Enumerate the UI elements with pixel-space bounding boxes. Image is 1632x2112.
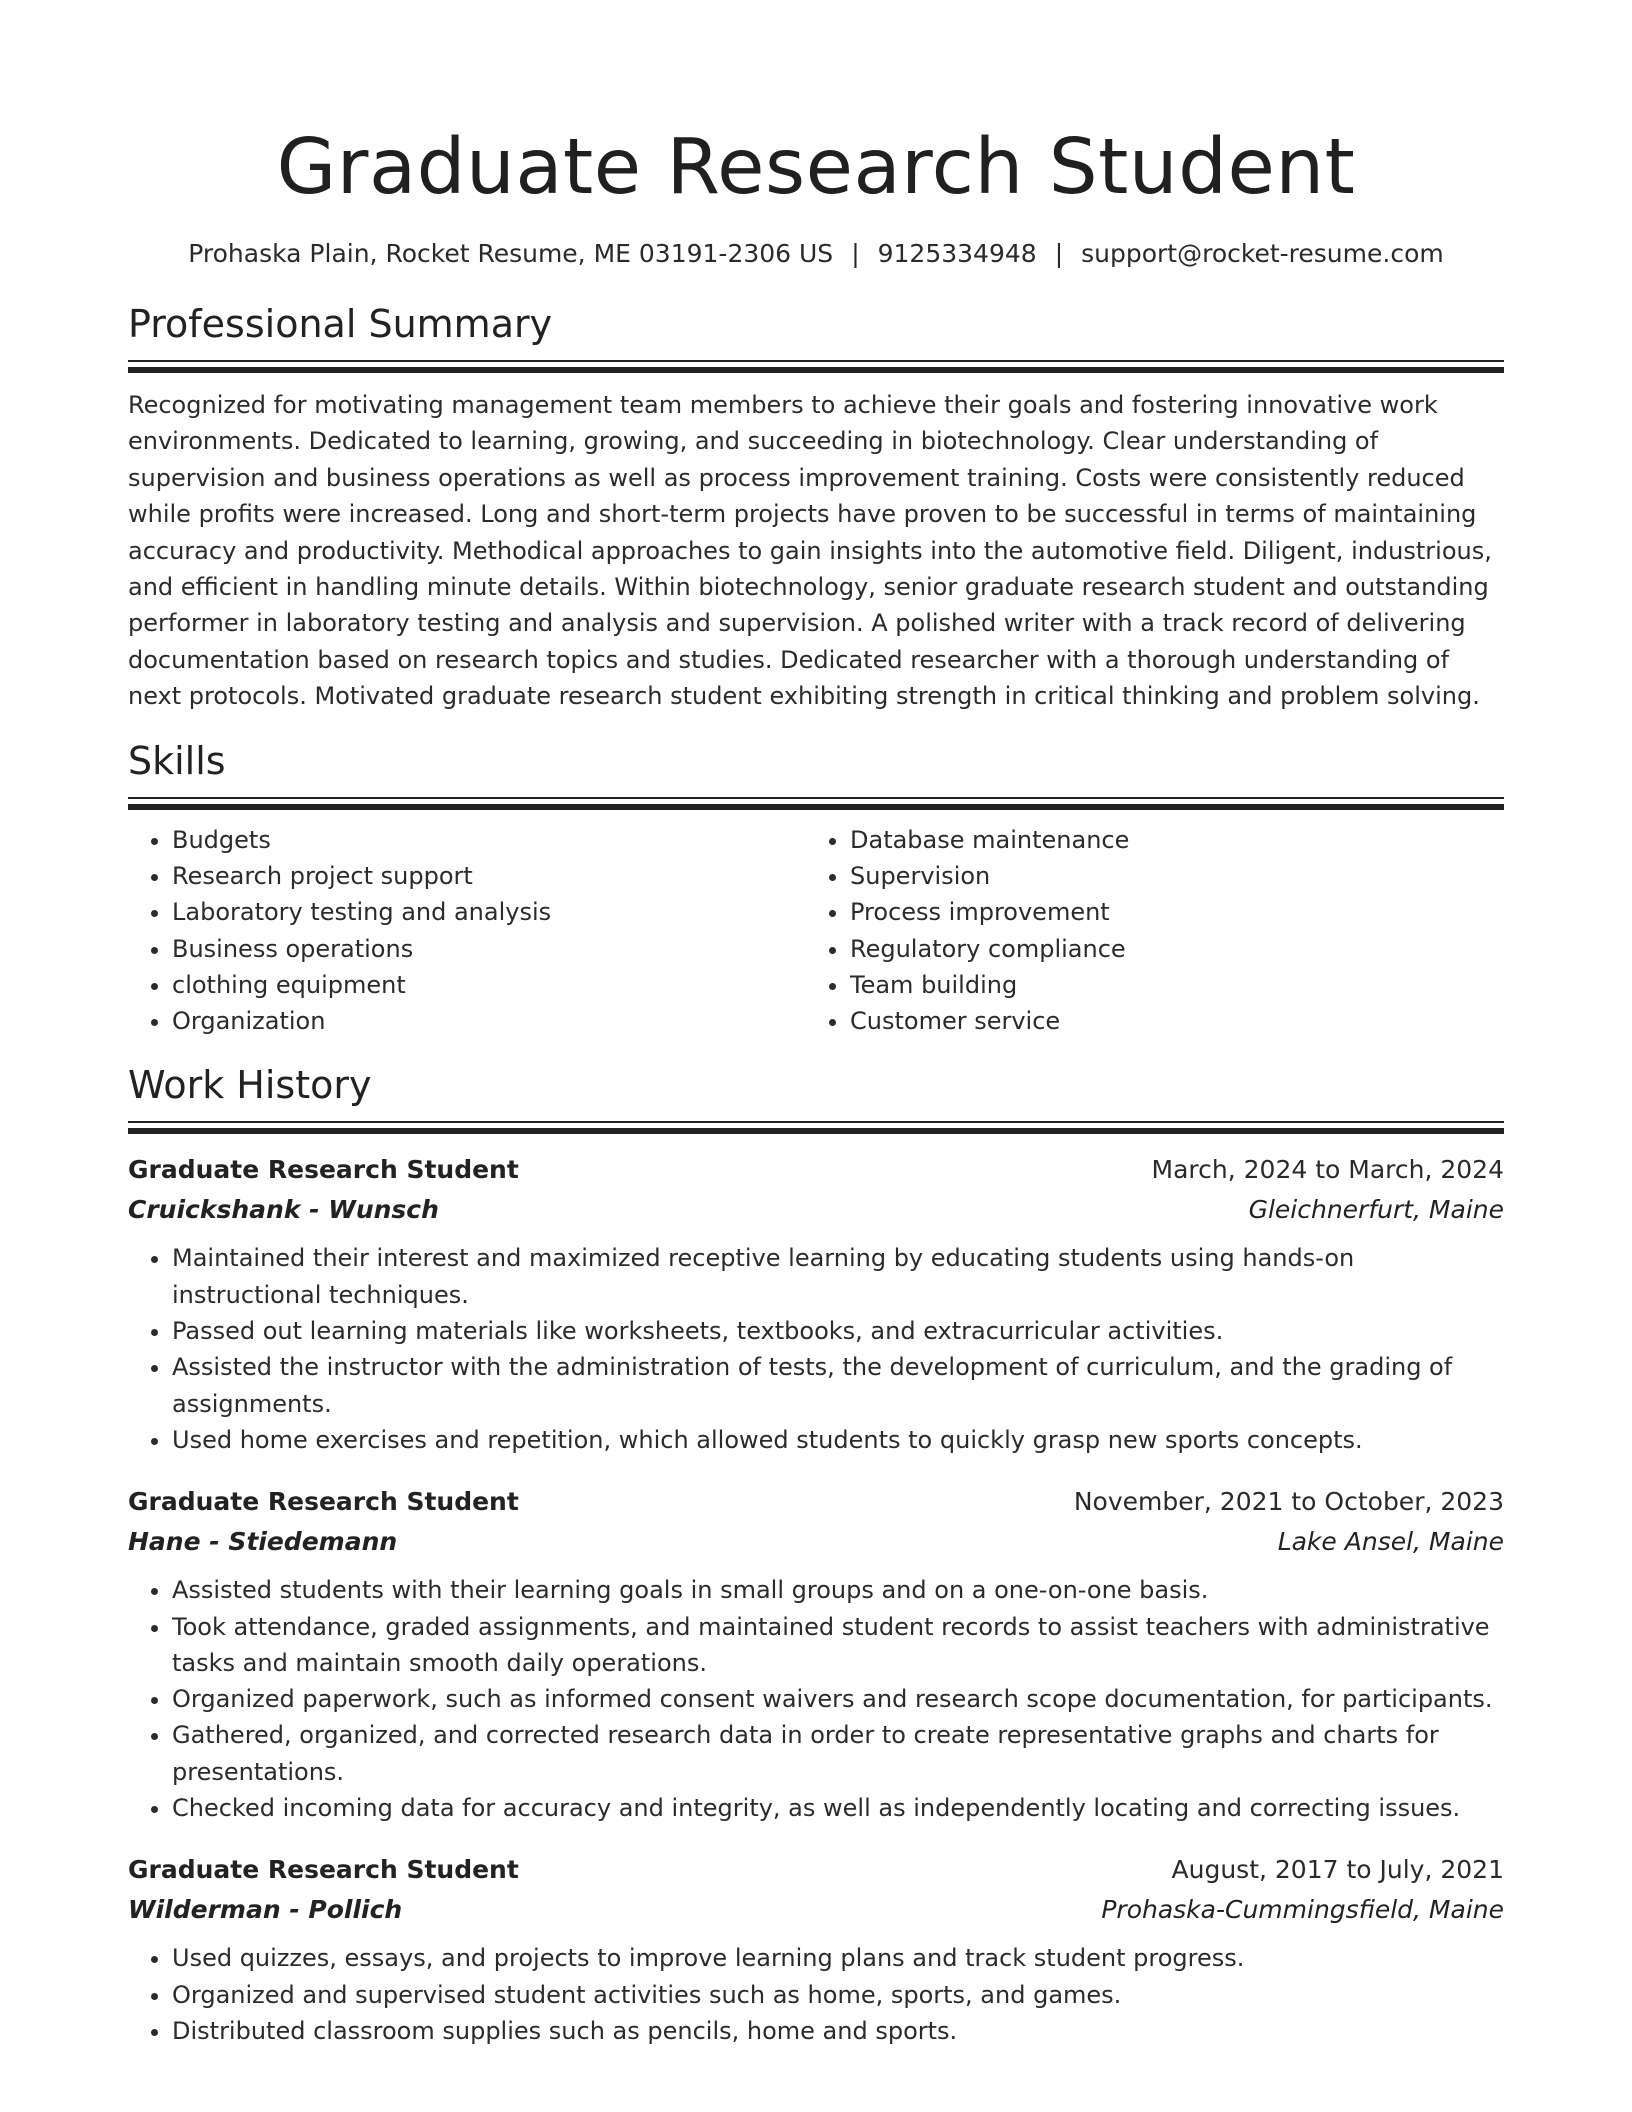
job-bullet: • Took attendance, graded assignments, and maintained student records to assist teachers with administrative tasks and maintain smooth daily operations. [172,1609,1504,1682]
skill-item: • Budgets [172,822,806,858]
summary-text: Recognized for motivating management team members to achieve their goals and fostering innovative work environments. Dedicated to learning, growing, and succeeding in biotechnology. Clear understanding of supervision and business operations as well as process improvement training. Costs were consistently reduced while profits were increased. Long and short-term projects have proven to be successful in terms of maintaining accuracy and productivity. Methodical approaches to gain insights into the automotive field. Diligent, industrious, and efficient in handling minute details. Within biotechnology, senior graduate research student and outstanding performer in laboratory testing and analysis and supervision. A polished writer with a track record of delivering documentation based on research topics and studies. Dedicated researcher with a thorough understanding of next protocols. Motivated graduate research student exhibiting strength in critical thinking and problem solving. [128,391,1492,711]
skill-item: • Supervision [850,858,1504,894]
skill-item: • Business operations [172,931,806,967]
job-bullet: • Passed out learning materials like worksheets, textbooks, and extracurricular activities. [172,1313,1504,1349]
job-company: Cruickshank - Wunsch [128,1195,439,1225]
resume-page [128,0,1504,2049]
section-title-work: Work History [128,1063,372,1108]
job-title: Graduate Research Student [128,1855,519,1885]
job-location: Prohaska-Cummingsfield, Maine [1101,1895,1504,1925]
skill-item: • Research project support [172,858,806,894]
work-section [128,1061,1504,2049]
contact-email[interactable]: support@rocket-resume.com [1081,239,1444,268]
skill-item: • clothing equipment [172,967,806,1003]
job-subheader [128,1522,1504,1562]
section-title-skills: Skills [128,738,226,783]
skill-item: • Laboratory testing and analysis [172,894,806,930]
resume-name: Graduate Research Student [276,123,1356,212]
job-bullet: • Assisted the instructor with the administration of tests, the development of curriculum, and the grading of assignments. [172,1349,1504,1422]
skills-list-right [806,822,1504,1040]
job-header [128,1150,1504,1190]
job-entry [128,1850,1504,2049]
job-bullet: • Organized paperwork, such as informed consent waivers and research scope documentation, for participants. [172,1681,1504,1717]
section-divider [128,1121,1504,1134]
job-header [128,1482,1504,1522]
job-company: Hane - Stiedemann [128,1527,398,1557]
skill-item: • Organization [172,1003,806,1039]
job-bullet: • Checked incoming data for accuracy and integrity, as well as independently locating and correcting issues. [172,1790,1504,1826]
skill-item: • Regulatory compliance [850,931,1504,967]
skill-item: • Process improvement [850,894,1504,930]
contact-address: Prohaska Plain, Rocket Resume, ME 03191-2306 US [188,239,834,268]
contact-separator: | [851,239,860,268]
job-bullets [128,1572,1504,1826]
job-dates: March, 2024 to March, 2024 [1151,1155,1504,1185]
job-dates: November, 2021 to October, 2023 [1073,1487,1504,1517]
skills-section [128,737,1504,1040]
contact-separator: | [1054,239,1064,268]
job-bullet: • Gathered, organized, and corrected research data in order to create representative graphs and charts for presentations. [172,1717,1504,1790]
job-bullet: • Organized and supervised student activities such as home, sports, and games. [172,1977,1504,2013]
job-entry [128,1150,1504,1458]
job-entry [128,1482,1504,1826]
job-header [128,1850,1504,1890]
contact-line [128,236,1504,272]
job-subheader [128,1890,1504,1930]
skill-item: • Team building [850,967,1504,1003]
job-location: Gleichnerfurt, Maine [1248,1195,1504,1225]
job-dates: August, 2017 to July, 2021 [1171,1855,1504,1885]
job-location: Lake Ansel, Maine [1277,1527,1504,1557]
job-bullet: • Assisted students with their learning goals in small groups and on a one-on-one basis. [172,1572,1504,1608]
summary-section [128,300,1504,715]
job-bullets [128,1940,1504,2049]
job-bullets [128,1240,1504,1458]
job-bullet: • Used quizzes, essays, and projects to improve learning plans and track student progress. [172,1940,1504,1976]
section-divider [128,797,1504,810]
job-bullet: • Distributed classroom supplies such as pencils, home and sports. [172,2013,1504,2049]
skill-item: • Database maintenance [850,822,1504,858]
skills-list-left [128,822,806,1040]
job-company: Wilderman - Pollich [128,1895,403,1925]
job-bullet: • Maintained their interest and maximized receptive learning by educating students using hands-on instructional techniques. [172,1240,1504,1313]
section-title-summary: Professional Summary [128,302,553,346]
job-bullet: • Used home exercises and repetition, which allowed students to quickly grasp new sports concepts. [172,1422,1504,1458]
section-divider [128,360,1504,373]
contact-phone: 9125334948 [877,239,1037,268]
job-title: Graduate Research Student [128,1487,519,1517]
job-title: Graduate Research Student [128,1155,519,1185]
skill-item: • Customer service [850,1003,1504,1039]
job-subheader [128,1190,1504,1230]
skills-columns [128,822,1504,1040]
